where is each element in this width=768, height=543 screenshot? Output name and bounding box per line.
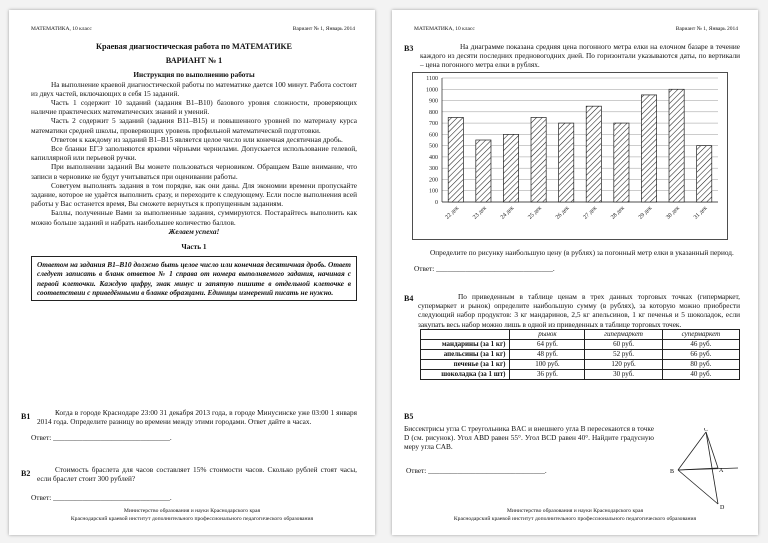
variant-title: ВАРИАНТ № 1 <box>165 56 223 66</box>
task-b2-text: Стоимость браслета для часов составляет 15% стоимости часов. Сколько рублей стоят часы, если браслет стоит 300 рублей? <box>37 465 357 484</box>
task-b2-answer: Ответ: ________________________________. <box>31 493 172 503</box>
table-row-label: печенье (за 1 кг) <box>421 359 510 369</box>
x-tick-label: 29 дек <box>637 205 654 221</box>
table-row <box>421 359 740 369</box>
instruction-paragraph: Баллы, полученные Вами за выполненные задания, суммируются. Постарайтесь выполнить как можно больше заданий и набрать наибольшее количество баллов. <box>31 208 357 227</box>
x-tick-label: 24 дек <box>499 205 516 221</box>
task-b1-text: Когда в городе Краснодаре 23:00 31 декабря 2013 года, в городе Минусинске уже 03:00 1 января 2014 года. Определите разницу во времени между этими городами. Ответ дайте в часах. <box>37 408 357 427</box>
x-tick-label: 30 дек <box>665 205 682 221</box>
part1-title: Часть 1 <box>181 242 207 252</box>
left-footer <box>9 508 375 523</box>
bar <box>697 146 712 202</box>
task-b2 <box>21 465 357 503</box>
table-cell: 30 руб. <box>585 369 662 379</box>
table-header-cell: рынок <box>510 329 585 339</box>
bar <box>503 134 518 202</box>
bar <box>476 140 491 202</box>
table-cell: 60 руб. <box>585 339 662 349</box>
instruction-title: Инструкция по выполнению работы <box>133 70 255 80</box>
bar <box>448 117 463 202</box>
right-header-variant: Вариант № 1, Январь 2014 <box>675 26 738 32</box>
y-tick-label: 1000 <box>426 87 438 94</box>
table-row-label: мандарины (за 1 кг) <box>421 339 510 349</box>
point-label-b: B <box>670 469 675 475</box>
x-tick-label: 31 дек <box>692 205 709 221</box>
task-b5-answer: Ответ: ________________________________. <box>406 466 547 475</box>
triangle-figure <box>670 428 750 510</box>
left-header-subject: МАТЕМАТИКА, 10 класс <box>31 26 92 32</box>
x-tick-label: 22 дек <box>444 205 461 221</box>
point-label-d: D <box>720 505 725 510</box>
table-row <box>421 339 740 349</box>
right-header-subject: МАТЕМАТИКА, 10 класс <box>414 26 475 32</box>
table-cell: 36 руб. <box>510 369 585 379</box>
y-tick-label: 300 <box>429 166 438 173</box>
task-b3-question: Определите по рисунку наибольшую цену (в рублях) за погонный метр елки в указанный период. <box>430 248 734 257</box>
task-b1-answer: Ответ: ________________________________. <box>31 433 172 443</box>
instruction-paragraph: Часть 1 содержит 10 заданий (задания B1–B10) базового уровня сложности, проверяющих наличие практических математических знаний и умений. <box>31 98 357 117</box>
table-cell: 52 руб. <box>585 349 662 359</box>
footer-institute: Краснодарский краевой институт дополнительного профессионального педагогического образования <box>453 515 697 522</box>
bar <box>669 89 684 202</box>
task-b3-text: На диаграмме показана средняя цена погонного метра елки на елочном базаре в течение каждого из десяти последних предновогодних дней. По горизонтали указываются даты, по вертикали – цена погонного метра елки в рублях. <box>420 42 740 70</box>
footer-ministry: Министерство образования и науки Краснодарского края <box>506 508 644 514</box>
footer-institute: Краснодарский краевой институт дополнительного профессионального педагогического образования <box>70 515 314 522</box>
x-tick-label: 25 дек <box>527 205 544 221</box>
table-cell: 100 руб. <box>510 359 585 369</box>
table-header-cell: гипермаркет <box>585 329 662 339</box>
part1-note-box: Ответом на задания B1–B10 должно быть целое число или конечная десятичная дробь. Ответ следует записать в бланк ответов № 1 справа от номера выполняемого задания, начиная с первой клеточки. Каждую цифру, знак минус и запятую пишите в отдельной клеточке в соответствии с приведёнными в бланке образцами. Единицы измерений писать не нужно. <box>31 256 357 301</box>
table-cell: 120 руб. <box>585 359 662 369</box>
x-tick-label: 27 дек <box>582 205 599 221</box>
bar <box>641 95 656 202</box>
table-header-cell: супермаркет <box>662 329 739 339</box>
table-header-cell <box>421 329 510 339</box>
bar <box>614 123 629 202</box>
y-tick-label: 600 <box>429 132 438 139</box>
y-tick-label: 100 <box>429 188 438 195</box>
task-b2-label: B2 <box>21 469 31 478</box>
instruction-paragraph: Все бланки ЕГЭ заполняются яркими чёрными чернилами. Допускается использование гелевой, капиллярной или перьевой ручки. <box>31 144 357 163</box>
task-b5-label: B5 <box>404 412 414 421</box>
y-tick-label: 900 <box>429 98 438 105</box>
task-b5-text: Биссектрисы угла С треугольника BAC и внешнего угла В пересекаются в точке D (см. рисунок). Угол ABD равен 55°. Угол BCD равен 40°. Найдите градусную меру угла CAB. <box>404 424 654 452</box>
instruction-paragraph: Часть 2 содержит 5 заданий (задания B11–B15) и повышенного уровней по материалу курса математики средней школы, проверяющих уровень профильной математической подготовки. <box>31 116 357 135</box>
task-b4-text: По приведенным в таблице ценам в трех данных торговых точках (гипермаркет, супермаркет и рынок) определите наибольшую сумму (в рублях), за которую можно приобрести следующий набор продуктов: 3 кг мандаринов, 2,5 кг апельсинов, 1 кг печенья и 5 шоколадок, если закупать весь набор можно лишь в одной из приведенных в таблице торговых точек. <box>418 292 740 329</box>
y-tick-label: 800 <box>429 109 438 116</box>
bar <box>559 123 574 202</box>
x-tick-label: 28 дек <box>610 205 626 221</box>
instruction-paragraph: При выполнении заданий Вы можете пользоваться черновиком. Обращаем Ваше внимание, что записи в черновике не будут учитываться при оценивании работы. <box>31 162 357 181</box>
table-row-label: шоколадка (за 1 шт) <box>421 369 510 379</box>
left-body <box>31 42 357 301</box>
x-tick-label: 26 дек <box>554 205 571 221</box>
price-chart <box>412 72 728 240</box>
right-footer <box>392 508 758 523</box>
table-header-row <box>421 329 740 339</box>
instruction-paragraph: Советуем выполнять задания в том порядке, как они даны. Для экономии времени пропускайте задание, которое не удаётся выполнить сразу, и переходите к следующему. Если после выполнения всей работы у Вас останется время, Вы сможете вернуться к пропущенным заданиям. <box>31 180 357 209</box>
task-b4-label: B4 <box>404 294 414 303</box>
table-cell: 80 руб. <box>662 359 739 369</box>
table-cell: 40 руб. <box>662 369 739 379</box>
y-tick-label: 200 <box>429 177 438 184</box>
footer-ministry: Министерство образования и науки Краснодарского края <box>123 508 261 514</box>
right-page <box>392 10 758 535</box>
table-row <box>421 349 740 359</box>
task-b4 <box>404 292 740 380</box>
task-b3-answer: Ответ: ________________________________. <box>414 264 555 274</box>
table-row-label: апельсины (за 1 кг) <box>421 349 510 359</box>
table-cell: 46 руб. <box>662 339 739 349</box>
left-header-variant: Вариант № 1, Январь 2014 <box>292 26 355 32</box>
bar <box>586 106 601 202</box>
doc-title: Краевая диагностическая работа по МАТЕМАТИКЕ <box>96 42 292 51</box>
y-tick-label: 700 <box>429 121 438 128</box>
task-b3 <box>404 42 740 70</box>
table-cell: 66 руб. <box>662 349 739 359</box>
instruction-paragraph: Ответом к каждому из заданий B1–B15 является целое число или конечная десятичная дробь. <box>51 134 343 144</box>
task-b1 <box>21 408 357 443</box>
table-row <box>421 369 740 379</box>
left-page <box>9 10 375 535</box>
price-table <box>420 329 740 380</box>
y-tick-label: 0 <box>435 200 438 206</box>
wish-text: Желаем успеха! <box>168 226 220 236</box>
y-tick-label: 500 <box>429 143 438 150</box>
instruction-paragraph: На выполнение краевой диагностической работы по математике дается 100 минут. Работа состоит из двух частей, включающих в себя 15 заданий. <box>31 79 357 98</box>
point-label-c: C <box>704 428 709 433</box>
y-tick-label: 400 <box>429 154 438 161</box>
task-b3-label: B3 <box>404 44 414 53</box>
bar <box>531 117 546 202</box>
task-b1-label: B1 <box>21 412 31 421</box>
point-label-a: A <box>719 468 724 474</box>
x-tick-label: 23 дек <box>472 205 488 221</box>
table-cell: 64 руб. <box>510 339 585 349</box>
table-cell: 48 руб. <box>510 349 585 359</box>
y-tick-label: 1100 <box>426 76 438 82</box>
task-b3-question-block <box>414 248 740 273</box>
price-chart-wrapper <box>412 72 728 245</box>
